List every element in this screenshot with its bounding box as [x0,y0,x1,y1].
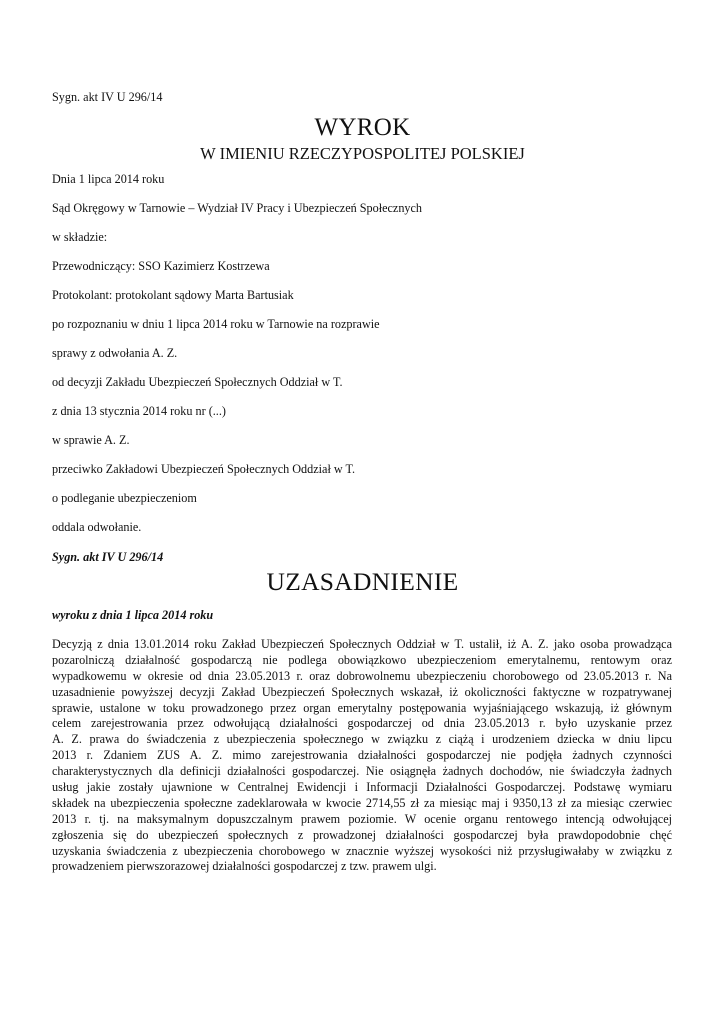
paragraph-line: celem zarejestrowania przez odwołującą działalności gospodarczej od dnia 23.05.2013 r. było uzyskanie przez [52,716,672,731]
verdict-line-court: Sąd Okręgowy w Tarnowie – Wydział IV Pracy i Ubezpieczeń Społecznych [52,201,423,215]
paragraph-line: składek na ubezpieczenia społeczne zadeklarowała w kwocie 2714,55 zł za miesiąc maj i 9350,13 zł za miesiąc czerwiec [52,795,672,810]
verdict-line-hearing: po rozpoznaniu w dniu 1 lipca 2014 roku w Tarnowie na rozprawie [52,317,380,331]
verdict-line-subject: o podleganie ubezpieczeniom [52,491,197,505]
verdict-line-presiding-judge: Przewodniczący: SSO Kazimierz Kostrzewa [52,259,270,273]
verdict-title: WYROK [314,114,411,141]
paragraph-line: Decyzją z dnia 13.01.2014 roku Zakład Ubezpieczeń Społecznych Oddział w T. ustalił, iż A. Z. jako osoba prowadząca [52,637,672,651]
verdict-line-composition: w składzie: [52,230,108,244]
paragraph-line: sprawie, ustalone w toku prowadzonego przez organ emerytalny postępowania wyjaśniającego wskazują, iż głównym [52,700,672,715]
verdict-line-against: przeciwko Zakładowi Ubezpieczeń Społecznych Oddział w T. [52,462,356,476]
paragraph-line: uzasadnienie powyższej decyzji Zakład Ubezpieczeń Społecznych wskazał, iż okoliczności faktyczne w rozpatrywanej [52,684,672,699]
verdict-line-decision-date: z dnia 13 stycznia 2014 roku nr (...) [52,404,226,418]
justification-subtitle: wyroku z dnia 1 lipca 2014 roku [52,608,214,622]
paragraph-line: usług jakie zostały ujawnione w Centralnej Ewidencji i Informacji Działalności Gospodarczej. Podstawę wymiaru [52,780,672,795]
paragraph-line: A. Z. prawa do świadczenia z ubezpieczenia społecznego w związku z ciążą i urodzeniem dziecka w dniu lipcu [52,732,672,747]
paragraph-line: wypadkowemu w okresie od dnia 23.05.2013 r. oraz dobrowolnemu ubezpieczeniu chorobowego od 23.05.2013 r. Na [52,668,672,683]
case-signature: Sygn. akt IV U 296/14 [52,90,163,104]
paragraph-line: 2013 r. tj. na maksymalnym dopuszczalnym prawem poziomie. W ocenie organu rentowego intencją odwołującej [52,811,672,826]
paragraph-line: zgłoszenia się do ubezpieczeń społecznych z prowadzonej działalności gospodarczej była prawdopodobnie chęć [52,827,672,842]
verdict-line-date: Dnia 1 lipca 2014 roku [52,172,165,186]
paragraph-line: pozarolniczą działalność gospodarczą nie podlega obowiązkowo ubezpieczeniom emerytalnemu, rentowym oraz [52,652,672,667]
paragraph-line: uzyskania świadczenia z ubezpieczenia chorobowego w znacznie wyższej wysokości niż przysługiwałaby w związku z [52,843,672,858]
paragraph-line: prowadzeniem pierwszorazowej działalności gospodarczej z tzw. prawem ulgi. [52,859,437,874]
justification-title: UZASADNIENIE [266,567,459,596]
justification-signature: Sygn. akt IV U 296/14 [52,550,164,564]
verdict-line-case-of: w sprawie A. Z. [52,433,130,447]
verdict-line-appeal: sprawy z odwołania A. Z. [52,346,178,360]
verdict-line-decision: od decyzji Zakładu Ubezpieczeń Społecznych Oddział w T. [52,375,343,389]
verdict-subtitle: W IMIENIU RZECZYPOSPOLITEJ POLSKIEJ [200,144,525,163]
verdict-line-ruling: oddala odwołanie. [52,520,142,534]
paragraph-line: 2013 r. Zdaniem ZUS A. Z. mimo zarejestrowania działalności gospodarczej nie podjęła żadnych czynności [52,748,672,763]
paragraph-line: charakterystycznych dla definicji działalności gospodarczej. Nie osiągnęła żadnych dochodów, nie świadczyła żadnych [52,764,672,779]
verdict-line-clerk: Protokolant: protokolant sądowy Marta Bartusiak [52,288,294,302]
justification-paragraph [52,637,672,875]
